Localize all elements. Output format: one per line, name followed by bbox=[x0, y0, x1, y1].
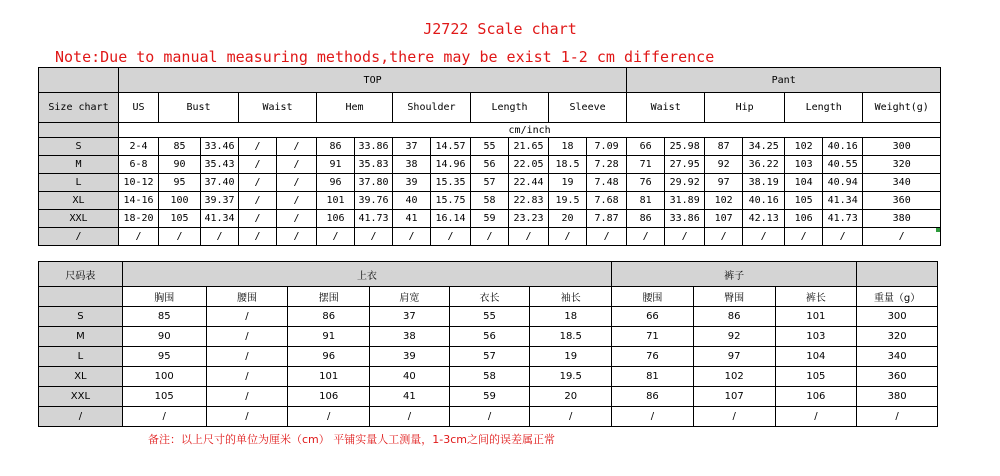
cn-header-blank-cell bbox=[857, 262, 938, 287]
cn-measurement-cell: 40 bbox=[370, 367, 450, 387]
cn-size-cell: XL bbox=[39, 367, 123, 387]
table-row bbox=[39, 138, 941, 156]
measurement-cell: / bbox=[665, 228, 705, 246]
corner-marker bbox=[936, 228, 940, 232]
cn-size-header: 尺码表 bbox=[39, 262, 123, 287]
cn-hip-header: 臀围 bbox=[693, 287, 775, 307]
measurement-cell: 22.44 bbox=[509, 174, 549, 192]
cn-measurement-cell: 100 bbox=[122, 367, 206, 387]
table-row bbox=[39, 210, 941, 228]
cn-size-cell: S bbox=[39, 307, 123, 327]
cn-measurement-cell: 91 bbox=[288, 327, 370, 347]
measurement-cell: 35.43 bbox=[201, 156, 239, 174]
measurement-cell: 25.98 bbox=[665, 138, 705, 156]
cn-measurement-cell: 92 bbox=[693, 327, 775, 347]
measurement-cell: 97 bbox=[705, 174, 743, 192]
cn-pant-length-header: 裤长 bbox=[775, 287, 857, 307]
measurement-cell: 21.65 bbox=[509, 138, 549, 156]
hem-header: Hem bbox=[317, 93, 393, 123]
cn-measurement-cell: 300 bbox=[857, 307, 938, 327]
cn-measurement-cell: 105 bbox=[122, 387, 206, 407]
measurement-cell: / bbox=[239, 138, 277, 156]
cn-size-cell: / bbox=[39, 407, 123, 427]
measurement-cell: / bbox=[277, 174, 317, 192]
table-row bbox=[39, 327, 938, 347]
cn-measurement-cell: 59 bbox=[449, 387, 530, 407]
measurement-cell: 7.28 bbox=[587, 156, 627, 174]
cn-measurement-cell: 104 bbox=[775, 347, 857, 367]
cn-measurement-cell: 56 bbox=[449, 327, 530, 347]
measurement-cell: 105 bbox=[159, 210, 201, 228]
measurement-cell: 55 bbox=[471, 138, 509, 156]
measurement-cell: 14.96 bbox=[431, 156, 471, 174]
size-cell: S bbox=[39, 138, 119, 156]
cn-measurement-cell: 18.5 bbox=[530, 327, 612, 347]
measurement-cell: 18 bbox=[549, 138, 587, 156]
us-size-cell: 18-20 bbox=[119, 210, 159, 228]
cn-measurement-cell: / bbox=[288, 407, 370, 427]
measurement-cell: 91 bbox=[317, 156, 355, 174]
unit-label: cm/inch bbox=[119, 123, 941, 138]
measurement-cell: 106 bbox=[785, 210, 823, 228]
cn-measurement-cell: 86 bbox=[612, 387, 694, 407]
cn-bust-header: 胸围 bbox=[122, 287, 206, 307]
cn-measurement-cell: / bbox=[206, 387, 288, 407]
size-cell: XXL bbox=[39, 210, 119, 228]
table-row bbox=[39, 387, 938, 407]
table-row bbox=[39, 174, 941, 192]
cn-measurement-cell: 106 bbox=[775, 387, 857, 407]
measurement-cell: / bbox=[201, 228, 239, 246]
measurement-cell: 37.40 bbox=[201, 174, 239, 192]
measurement-cell: 40 bbox=[393, 192, 431, 210]
cn-subheader-blank-cell bbox=[39, 287, 123, 307]
measurement-cell: 7.09 bbox=[587, 138, 627, 156]
cn-top-section-header: 上衣 bbox=[122, 262, 611, 287]
cn-measurement-cell: 107 bbox=[693, 387, 775, 407]
cn-measurement-cell: / bbox=[206, 407, 288, 427]
measurement-cell: / bbox=[277, 210, 317, 228]
bust-header: Bust bbox=[159, 93, 239, 123]
measurement-cell: 103 bbox=[785, 156, 823, 174]
cn-measurement-cell: / bbox=[206, 327, 288, 347]
measurement-cell: 19.5 bbox=[549, 192, 587, 210]
us-size-cell: 6-8 bbox=[119, 156, 159, 174]
measurement-cell: 71 bbox=[627, 156, 665, 174]
length-header: Length bbox=[471, 93, 549, 123]
measurement-cell: 36.22 bbox=[743, 156, 785, 174]
measurement-cell: / bbox=[627, 228, 665, 246]
cn-measurement-cell: 340 bbox=[857, 347, 938, 367]
measurement-note: Note:Due to manual measuring methods,there may be exist 1-2 cm difference bbox=[55, 48, 715, 66]
measurement-cell: / bbox=[355, 228, 393, 246]
cn-measurement-cell: 101 bbox=[288, 367, 370, 387]
measurement-cell: 37.80 bbox=[355, 174, 393, 192]
measurement-cell: 20 bbox=[549, 210, 587, 228]
measurement-cell: / bbox=[587, 228, 627, 246]
measurement-cell: 39.76 bbox=[355, 192, 393, 210]
chinese-size-table bbox=[38, 261, 938, 427]
size-cell: XL bbox=[39, 192, 119, 210]
cn-measurement-cell: / bbox=[206, 307, 288, 327]
measurement-cell: / bbox=[471, 228, 509, 246]
sleeve-header: Sleeve bbox=[549, 93, 627, 123]
measurement-cell: 40.16 bbox=[743, 192, 785, 210]
waist-header: Waist bbox=[239, 93, 317, 123]
weight-header: Weight(g) bbox=[863, 93, 941, 123]
measurement-cell: / bbox=[239, 210, 277, 228]
cn-measurement-cell: / bbox=[857, 407, 938, 427]
cn-measurement-cell: / bbox=[449, 407, 530, 427]
cn-measurement-cell: 66 bbox=[612, 307, 694, 327]
cn-measurement-cell: 71 bbox=[612, 327, 694, 347]
cn-measurement-cell: 19.5 bbox=[530, 367, 612, 387]
cn-measurement-cell: 102 bbox=[693, 367, 775, 387]
measurement-cell: 40.55 bbox=[823, 156, 863, 174]
cn-measurement-cell: 86 bbox=[288, 307, 370, 327]
cn-measurement-cell: 20 bbox=[530, 387, 612, 407]
measurement-cell: 95 bbox=[159, 174, 201, 192]
pant-waist-header: Waist bbox=[627, 93, 705, 123]
measurement-cell: 85 bbox=[159, 138, 201, 156]
measurement-cell: 87 bbox=[705, 138, 743, 156]
measurement-cell: 23.23 bbox=[509, 210, 549, 228]
measurement-cell: 81 bbox=[627, 192, 665, 210]
measurement-cell: 66 bbox=[627, 138, 665, 156]
cn-measurement-cell: 105 bbox=[775, 367, 857, 387]
cn-measurement-cell: 39 bbox=[370, 347, 450, 367]
weight-cell: 300 bbox=[863, 138, 941, 156]
measurement-cell: / bbox=[159, 228, 201, 246]
cn-measurement-cell: 106 bbox=[288, 387, 370, 407]
size-cell: L bbox=[39, 174, 119, 192]
us-size-cell: 2-4 bbox=[119, 138, 159, 156]
measurement-cell: 102 bbox=[705, 192, 743, 210]
measurement-cell: 41.73 bbox=[823, 210, 863, 228]
cn-measurement-cell: 96 bbox=[288, 347, 370, 367]
measurement-cell: / bbox=[509, 228, 549, 246]
measurement-cell: 35.83 bbox=[355, 156, 393, 174]
measurement-cell: / bbox=[705, 228, 743, 246]
measurement-cell: 38 bbox=[393, 156, 431, 174]
cn-measurement-cell: / bbox=[206, 347, 288, 367]
cn-measurement-cell: / bbox=[206, 367, 288, 387]
measurement-cell: 105 bbox=[785, 192, 823, 210]
chart-title: J2722 Scale chart bbox=[423, 20, 577, 38]
measurement-cell: 33.86 bbox=[355, 138, 393, 156]
size-cell: M bbox=[39, 156, 119, 174]
table-row bbox=[39, 156, 941, 174]
cn-measurement-cell: 55 bbox=[449, 307, 530, 327]
measurement-cell: 90 bbox=[159, 156, 201, 174]
us-size-cell: 10-12 bbox=[119, 174, 159, 192]
cn-measurement-cell: / bbox=[370, 407, 450, 427]
cn-measurement-cell: 103 bbox=[775, 327, 857, 347]
measurement-cell: / bbox=[317, 228, 355, 246]
cn-weight-header: 重量（g） bbox=[857, 287, 938, 307]
measurement-cell: 14.57 bbox=[431, 138, 471, 156]
cn-measurement-cell: / bbox=[693, 407, 775, 427]
footnote: 备注：以上尺寸的单位为厘米（cm） 平铺实量人工测量，1-3cm之间的误差属正常 bbox=[148, 433, 555, 446]
table-row bbox=[39, 228, 941, 246]
measurement-cell: 37 bbox=[393, 138, 431, 156]
cn-measurement-cell: 380 bbox=[857, 387, 938, 407]
measurement-cell: / bbox=[239, 192, 277, 210]
cn-measurement-cell: / bbox=[530, 407, 612, 427]
cn-measurement-cell: 18 bbox=[530, 307, 612, 327]
measurement-cell: / bbox=[823, 228, 863, 246]
top-section-header: TOP bbox=[119, 68, 627, 93]
unit-blank-cell bbox=[39, 123, 119, 138]
cn-measurement-cell: 97 bbox=[693, 347, 775, 367]
measurement-cell: 42.13 bbox=[743, 210, 785, 228]
table-row bbox=[39, 367, 938, 387]
measurement-cell: 22.05 bbox=[509, 156, 549, 174]
measurement-cell: 7.68 bbox=[587, 192, 627, 210]
cn-measurement-cell: 81 bbox=[612, 367, 694, 387]
us-size-cell: 14-16 bbox=[119, 192, 159, 210]
measurement-cell: / bbox=[277, 228, 317, 246]
measurement-cell: 34.25 bbox=[743, 138, 785, 156]
measurement-cell: 96 bbox=[317, 174, 355, 192]
hip-header: Hip bbox=[705, 93, 785, 123]
cn-measurement-cell: 101 bbox=[775, 307, 857, 327]
measurement-cell: 27.95 bbox=[665, 156, 705, 174]
measurement-cell: 38.19 bbox=[743, 174, 785, 192]
us-size-cell: / bbox=[119, 228, 159, 246]
measurement-cell: 19 bbox=[549, 174, 587, 192]
measurement-cell: 31.89 bbox=[665, 192, 705, 210]
table-row bbox=[39, 307, 938, 327]
table-row bbox=[39, 407, 938, 427]
measurement-cell: 106 bbox=[317, 210, 355, 228]
pant-length-header: Length bbox=[785, 93, 863, 123]
measurement-cell: 59 bbox=[471, 210, 509, 228]
table-row bbox=[39, 192, 941, 210]
measurement-cell: 41.34 bbox=[823, 192, 863, 210]
cn-measurement-cell: 76 bbox=[612, 347, 694, 367]
measurement-cell: 39 bbox=[393, 174, 431, 192]
measurement-cell: / bbox=[277, 138, 317, 156]
weight-cell: 340 bbox=[863, 174, 941, 192]
measurement-cell: 15.75 bbox=[431, 192, 471, 210]
cn-measurement-cell: 95 bbox=[122, 347, 206, 367]
measurement-cell: 22.83 bbox=[509, 192, 549, 210]
measurement-cell: 15.35 bbox=[431, 174, 471, 192]
measurement-cell: 33.46 bbox=[201, 138, 239, 156]
cn-measurement-cell: 38 bbox=[370, 327, 450, 347]
pant-section-header: Pant bbox=[627, 68, 941, 93]
measurement-cell: 7.48 bbox=[587, 174, 627, 192]
measurement-cell: / bbox=[239, 156, 277, 174]
cn-pant-section-header: 裤子 bbox=[612, 262, 857, 287]
measurement-cell: 41.73 bbox=[355, 210, 393, 228]
cn-measurement-cell: / bbox=[775, 407, 857, 427]
cn-measurement-cell: / bbox=[122, 407, 206, 427]
weight-cell: 380 bbox=[863, 210, 941, 228]
measurement-cell: / bbox=[277, 192, 317, 210]
measurement-cell: 86 bbox=[317, 138, 355, 156]
measurement-cell: 76 bbox=[627, 174, 665, 192]
measurement-cell: 7.87 bbox=[587, 210, 627, 228]
measurement-cell: / bbox=[393, 228, 431, 246]
cn-measurement-cell: 360 bbox=[857, 367, 938, 387]
measurement-cell: 40.16 bbox=[823, 138, 863, 156]
measurement-cell: 16.14 bbox=[431, 210, 471, 228]
table-row bbox=[39, 347, 938, 367]
shoulder-header: Shoulder bbox=[393, 93, 471, 123]
cn-measurement-cell: 86 bbox=[693, 307, 775, 327]
measurement-cell: 101 bbox=[317, 192, 355, 210]
measurement-cell: 18.5 bbox=[549, 156, 587, 174]
measurement-cell: 57 bbox=[471, 174, 509, 192]
cn-size-cell: XXL bbox=[39, 387, 123, 407]
cn-shoulder-header: 肩宽 bbox=[370, 287, 450, 307]
us-header: US bbox=[119, 93, 159, 123]
cn-size-cell: M bbox=[39, 327, 123, 347]
measurement-cell: 100 bbox=[159, 192, 201, 210]
measurement-cell: 29.92 bbox=[665, 174, 705, 192]
cn-pant-waist-header: 腰围 bbox=[612, 287, 694, 307]
measurement-cell: 41.34 bbox=[201, 210, 239, 228]
english-size-table bbox=[38, 67, 941, 246]
measurement-cell: / bbox=[239, 174, 277, 192]
cn-length-header: 衣长 bbox=[449, 287, 530, 307]
cn-measurement-cell: 85 bbox=[122, 307, 206, 327]
cn-measurement-cell: 37 bbox=[370, 307, 450, 327]
size-chart-header: Size chart bbox=[39, 93, 119, 123]
header-blank-cell bbox=[39, 68, 119, 93]
cn-measurement-cell: 90 bbox=[122, 327, 206, 347]
measurement-cell: / bbox=[239, 228, 277, 246]
cn-size-cell: L bbox=[39, 347, 123, 367]
cn-hem-header: 摆围 bbox=[288, 287, 370, 307]
measurement-cell: / bbox=[785, 228, 823, 246]
measurement-cell: 107 bbox=[705, 210, 743, 228]
measurement-cell: 40.94 bbox=[823, 174, 863, 192]
measurement-cell: / bbox=[431, 228, 471, 246]
measurement-cell: / bbox=[549, 228, 587, 246]
measurement-cell: 56 bbox=[471, 156, 509, 174]
measurement-cell: 86 bbox=[627, 210, 665, 228]
measurement-cell: 33.86 bbox=[665, 210, 705, 228]
cn-measurement-cell: 57 bbox=[449, 347, 530, 367]
weight-cell: 360 bbox=[863, 192, 941, 210]
weight-cell: 320 bbox=[863, 156, 941, 174]
cn-waist-header: 腰围 bbox=[206, 287, 288, 307]
cn-measurement-cell: 320 bbox=[857, 327, 938, 347]
measurement-cell: 92 bbox=[705, 156, 743, 174]
cn-measurement-cell: 41 bbox=[370, 387, 450, 407]
weight-cell: / bbox=[863, 228, 941, 246]
cn-measurement-cell: 19 bbox=[530, 347, 612, 367]
size-cell: / bbox=[39, 228, 119, 246]
measurement-cell: / bbox=[743, 228, 785, 246]
cn-measurement-cell: 58 bbox=[449, 367, 530, 387]
measurement-cell: 41 bbox=[393, 210, 431, 228]
measurement-cell: 104 bbox=[785, 174, 823, 192]
cn-measurement-cell: / bbox=[612, 407, 694, 427]
measurement-cell: 58 bbox=[471, 192, 509, 210]
cn-sleeve-header: 袖长 bbox=[530, 287, 612, 307]
measurement-cell: / bbox=[277, 156, 317, 174]
measurement-cell: 102 bbox=[785, 138, 823, 156]
measurement-cell: 39.37 bbox=[201, 192, 239, 210]
